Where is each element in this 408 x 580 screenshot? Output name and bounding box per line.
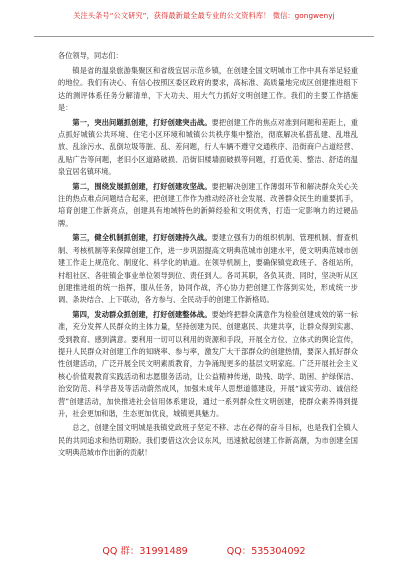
paragraph-conclusion [58, 422, 358, 459]
header-banner: 关注头条号“公文研究”，获得最新最全最专业的公文资料库！ 微信：gongwenyj [73, 11, 335, 20]
paragraph-intro [58, 65, 358, 115]
paragraph-text: 要始终把群众满意作为检验创建成效的第一标准，充分发挥人民群众的主体力量，坚持创建为民、创建惠民、共建共享，让群众得到实惠、受到教育、感到满意。要利用一切可以利用的资源和手段，开展全方位、立体式的舆论宣传，提升人民群众对创建工作的知晓率、参与率，激发广大干部群众的创建热情，要深入抓好群众性创建活动，广泛开展全民文明素质教育，力争涌现更多的基层文明家庭。广泛开展社会主义核心价值观教育实践活动和志愿服务活动，让公益精神传递，助残、助学、助困、护绿保洁、治安防范、科学普及等活动蔚然成风，加强未成年人思想道德建设，开展“诚实劳动、诚信经营”创建活动，加快推进社会信用体系建设，通过一系列群众性文明创建，使群众素养得到提升，社会更加和谐，生态更加优良，城镇更具魅力。 [58, 309, 358, 418]
paragraph-text: 要把创建工作的焦点对准到问题和差距上，重点抓好城镇公共环境、住宅小区环境和城镇公共秩序集中整治，彻底解决私搭乱建、乱堆乱放、乱涂污水、乱倒垃圾等脏、乱、差问题，行人车辆不遵守交通秩序、沿街商户占道经营、乱贴广告等问题，老旧小区道路破损、沿街旧楼墙面破损等问题，打造优美、整洁、舒适的温泉宜居名镇环境。 [58, 117, 358, 177]
paragraph-lead: 第三，健全机制抓创建，打好创建持久战。 [72, 233, 212, 243]
speech-body [58, 50, 358, 462]
footer-qq-number: QQ：535304092 [226, 546, 306, 557]
footer-qq-group: QQ 群：31991489 [102, 546, 188, 557]
paragraph-text: 要建立强有力的组织机制、管理机制、督查机制、考核机制等来保障创建工作，进一步巩固提高文明典范城市创建水平，使文明典范城市创建工作走上规范化、制度化、科学化的轨道。在领导机制上，要确保镇党政班子、各组站所，村组社区、各驻镇企事业单位领导到位、责任到人。各司其职，各负其责、同时，坚决听从区创建推进组的统一指挥，服从任务，协同作战，齐心协力把创建工作落到实处，形成统一步调、条块结合、上下联动，各方参与、全民动手的创建工作新格局。 [58, 233, 358, 305]
paragraph-measure-4 [58, 309, 358, 421]
header-divider [34, 36, 374, 37]
paragraph-lead: 第二，围绕发展抓创建，打好创建攻坚战。 [72, 181, 212, 191]
paragraph-measure-3 [58, 232, 358, 306]
paragraph-text: 镇是省的温泉旅游集聚区和省级宜居示范乡镇，在创建全国文明城市工作中具有举足轻重的地位。我们有决心、有信心按照区委区政府的要求，高标准、高质量地完成区创建推进组下达的测评体系任务分解清单，下大功夫、用大气力抓好文明创建工作。我们的主要工作措施是： [58, 66, 358, 113]
paragraph-measure-1 [58, 117, 358, 179]
paragraph-lead: 第一，突出问题抓创建，打好创建突击战。 [72, 117, 212, 127]
paragraph-text: 总之，创建全国文明城是我镇党政班子坚定不移、志在必得的奋斗目标，也是我们全镇人民的共同追求和热切期盼。我们要借这次会议东风，迅速掀起创建工作新高潮，为市创建全国文明典范城市作出新的贡献！ [58, 423, 358, 458]
paragraph-measure-2 [58, 181, 358, 231]
paragraph-lead: 第四，发动群众抓创建，打好创建整体战。 [72, 309, 212, 319]
footer-contact [0, 543, 408, 557]
paragraph-text: 要把解决创建工作薄弱环节和解决群众关心关注的热点难点问题结合起来，把创建工作作为推动经济社会发展、改善群众民生的重要抓手，培育创建工作新亮点，创建具有地域特色的新鲜经验和文明优秀，打造一定影响力的过硬品牌。 [58, 181, 358, 228]
greeting: 各位领导，同志们： [58, 51, 123, 60]
